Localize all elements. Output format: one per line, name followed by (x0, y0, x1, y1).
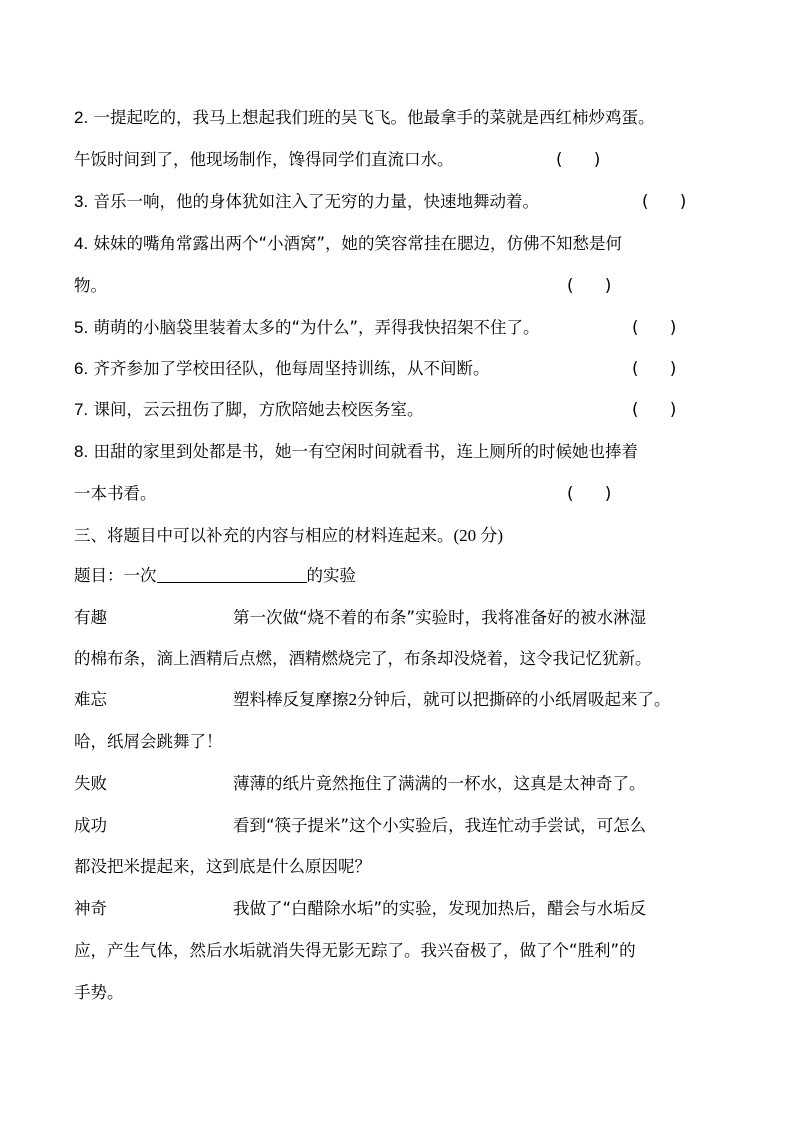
match-material-5-line-2: 应，产生气体，然后水垢就消失得无影无踪了。我兴奋极了，做了个“胜利”的 (74, 941, 636, 960)
answer-parentheses[interactable]: ( ) (632, 359, 677, 378)
match-material-4-line-2: 都没把米提起来，这到底是什么原因呢？ (74, 857, 371, 876)
question-text: 午饭时间到了，他现场制作，馋得同学们直流口水。 (74, 150, 454, 169)
match-material-1-line-1[interactable]: 第一次做“烧不着的布条”实验时，我将准备好的被水淋湿 (233, 608, 647, 627)
answer-parentheses[interactable]: ( ) (567, 484, 612, 503)
match-label-2[interactable]: 难忘 (74, 690, 107, 709)
question-text: 田甜的家里到处都是书，她一有空闲时间就看书，连上厕所的时候她也捧着 (93, 442, 638, 461)
question-text: 一提起吃的，我马上想起我们班的吴飞飞。他最拿手的菜就是西红柿炒鸡蛋。 (93, 108, 655, 127)
topic-suffix: 的实验 (306, 566, 356, 585)
topic-blank[interactable] (157, 566, 307, 583)
answer-parentheses[interactable]: ( ) (632, 400, 677, 419)
question-2-line-1 (74, 108, 654, 128)
answer-parentheses[interactable]: ( ) (556, 150, 601, 169)
topic-line (74, 566, 356, 586)
question-3 (74, 192, 539, 212)
match-material-2-line-1[interactable] (233, 690, 671, 710)
question-6 (74, 359, 489, 379)
question-4-line-1 (74, 234, 622, 254)
question-text: 一本书看。 (74, 484, 157, 503)
question-5 (74, 318, 540, 338)
question-number: 8. (74, 442, 89, 461)
question-number: 2. (74, 108, 89, 127)
match-label-1[interactable]: 有趣 (74, 608, 107, 627)
question-8-line-1 (74, 442, 638, 462)
question-8-line-2 (74, 484, 157, 504)
match-material-3-line-1[interactable]: 薄薄的纸片竟然拖住了满满的一杯水，这真是太神奇了。 (233, 774, 646, 793)
match-material-5-line-1[interactable]: 我做了“白醋除水垢”的实验，发现加热后，醋会与水垢反 (233, 899, 647, 918)
question-text: 萌萌的小脑袋里装着太多的“为什么”，弄得我快招架不住了。 (93, 318, 540, 337)
answer-parentheses[interactable]: ( ) (567, 276, 612, 295)
question-number: 7. (74, 400, 89, 419)
question-text: 音乐一响，他的身体犹如注入了无穷的力量，快速地舞动着。 (93, 192, 539, 211)
section-3-heading (74, 526, 503, 546)
question-text: 课间，云云扭伤了脚，方欣陪她去校医务室。 (93, 400, 424, 419)
question-text: 妹妹的嘴角常露出两个“小酒窝”，她的笑容常挂在腮边，仿佛不知愁是何 (93, 234, 623, 253)
question-2-line-2 (74, 150, 454, 170)
question-text: 齐齐参加了学校田径队，他每周坚持训练，从不间断。 (93, 359, 490, 378)
match-label-4[interactable]: 成功 (74, 816, 107, 835)
section-heading-text: 三、将题目中可以补充的内容与相应的材料连起来。 (74, 526, 454, 545)
match-label-3[interactable]: 失败 (74, 774, 107, 793)
section-points: (20 分) (453, 526, 504, 545)
question-7 (74, 400, 423, 420)
material-number: 2 (348, 690, 357, 709)
answer-parentheses[interactable]: ( ) (642, 192, 687, 211)
material-text: 分钟后，就可以把撕碎的小纸屑吸起来了。 (357, 690, 671, 709)
match-material-2-line-2: 哈，纸屑会跳舞了！ (74, 732, 223, 751)
topic-prefix: 题目：一次 (74, 566, 157, 585)
answer-parentheses[interactable]: ( ) (632, 318, 677, 337)
question-number: 5. (74, 318, 89, 337)
match-material-1-line-2: 的棉布条，滴上酒精后点燃，酒精燃烧完了，布条却没烧着，这令我记忆犹新。 (74, 649, 652, 668)
match-material-4-line-1[interactable]: 看到“筷子提米”这个小实验后，我连忙动手尝试，可怎么 (233, 816, 647, 835)
material-text: 塑料棒反复摩擦 (233, 690, 349, 709)
match-material-5-line-3: 手势。 (74, 983, 124, 1002)
question-number: 4. (74, 234, 89, 253)
question-4-line-2 (74, 276, 107, 296)
question-text: 物。 (74, 276, 107, 295)
match-label-5[interactable]: 神奇 (74, 899, 107, 918)
question-number: 6. (74, 359, 89, 378)
question-number: 3. (74, 192, 89, 211)
